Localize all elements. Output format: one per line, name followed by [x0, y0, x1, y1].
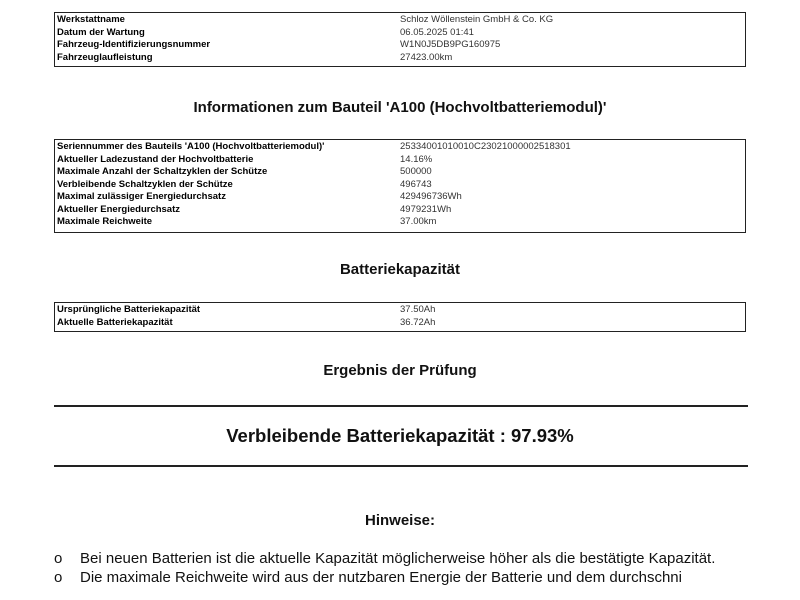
- row-value: 4979231Wh: [400, 203, 452, 215]
- note-text: Die maximale Reichweite wird aus der nutzbaren Energie der Batterie und dem durchschni: [80, 569, 682, 586]
- row-value: 37.50Ah: [400, 304, 436, 315]
- table-row: [57, 154, 743, 167]
- row-label: Maximal zulässiger Energiedurchsatz: [57, 191, 226, 202]
- capacity-table: [54, 302, 746, 332]
- row-value: 429496736Wh: [400, 191, 462, 202]
- note-text: Bei neuen Batterien ist die aktuelle Kapazität möglicherweise höher als die bestätigte Kapazität.: [80, 550, 716, 567]
- row-label: Maximale Reichweite: [57, 216, 153, 227]
- divider: [54, 405, 748, 407]
- row-label: Aktuelle Batteriekapazität: [57, 316, 173, 328]
- workshop-info-table: [54, 12, 746, 67]
- table-row: [57, 179, 743, 192]
- remaining-capacity-text: Verbleibende Batteriekapazität : 97.93%: [226, 425, 574, 446]
- list-item: [54, 568, 754, 587]
- row-label: Aktueller Energiedurchsatz: [57, 203, 181, 215]
- row-value: 25334001010010C230210000025183​01: [400, 141, 571, 152]
- row-label: Seriennummer des Bauteils 'A100 (Hochvoltbatteriemodul)': [57, 141, 325, 152]
- row-label: Fahrzeuglaufleistung: [57, 51, 153, 63]
- table-row: [57, 304, 743, 317]
- row-value: 496743: [400, 178, 432, 190]
- table-row: [57, 14, 743, 27]
- table-row: [57, 317, 743, 330]
- table-row: [57, 204, 743, 217]
- row-label: Datum der Wartung: [57, 26, 145, 38]
- row-label: Ursprüngliche Batteriekapazität: [57, 304, 201, 315]
- row-label: Maximale Anzahl der Schaltzyklen der Schütze: [57, 166, 268, 177]
- row-value: Schloz Wöllenstein GmbH & Co. KG: [400, 14, 554, 25]
- row-label: Fahrzeug-Identifizierungsnummer: [57, 39, 211, 50]
- capacity-heading: Batteriekapazität: [339, 261, 461, 278]
- notes-list: [54, 549, 754, 587]
- table-row: [57, 141, 743, 154]
- bullet-marker: o: [54, 569, 63, 586]
- row-value: 06.05.2025 01:41: [400, 26, 474, 38]
- table-row: [57, 216, 743, 229]
- table-row: [57, 52, 743, 65]
- table-row: [57, 39, 743, 52]
- bullet-marker: o: [54, 550, 63, 567]
- notes-heading: Hinweise:: [364, 512, 436, 529]
- row-label: Verbleibende Schaltzyklen der Schütze: [57, 178, 233, 190]
- divider: [54, 465, 748, 467]
- row-value: 14.16%: [400, 153, 433, 165]
- row-label: Aktueller Ladezustand der Hochvoltbatterie: [57, 153, 254, 165]
- result-heading: Ergebnis der Prüfung: [323, 362, 477, 379]
- row-label: Werkstattname: [57, 14, 125, 25]
- row-value: 27423.00km: [400, 51, 453, 63]
- component-heading: Informationen zum Bauteil 'A100 (Hochvoltbatteriemodul)': [193, 99, 607, 116]
- table-row: [57, 166, 743, 179]
- table-row: [57, 191, 743, 204]
- list-item: [54, 549, 754, 568]
- row-value: 500000: [400, 166, 432, 177]
- table-row: [57, 27, 743, 40]
- row-value: W1N0J5DB9PG160975: [400, 39, 501, 50]
- component-info-table: [54, 139, 746, 233]
- row-value: 36.72Ah: [400, 316, 436, 328]
- row-value: 37.00km: [400, 216, 437, 227]
